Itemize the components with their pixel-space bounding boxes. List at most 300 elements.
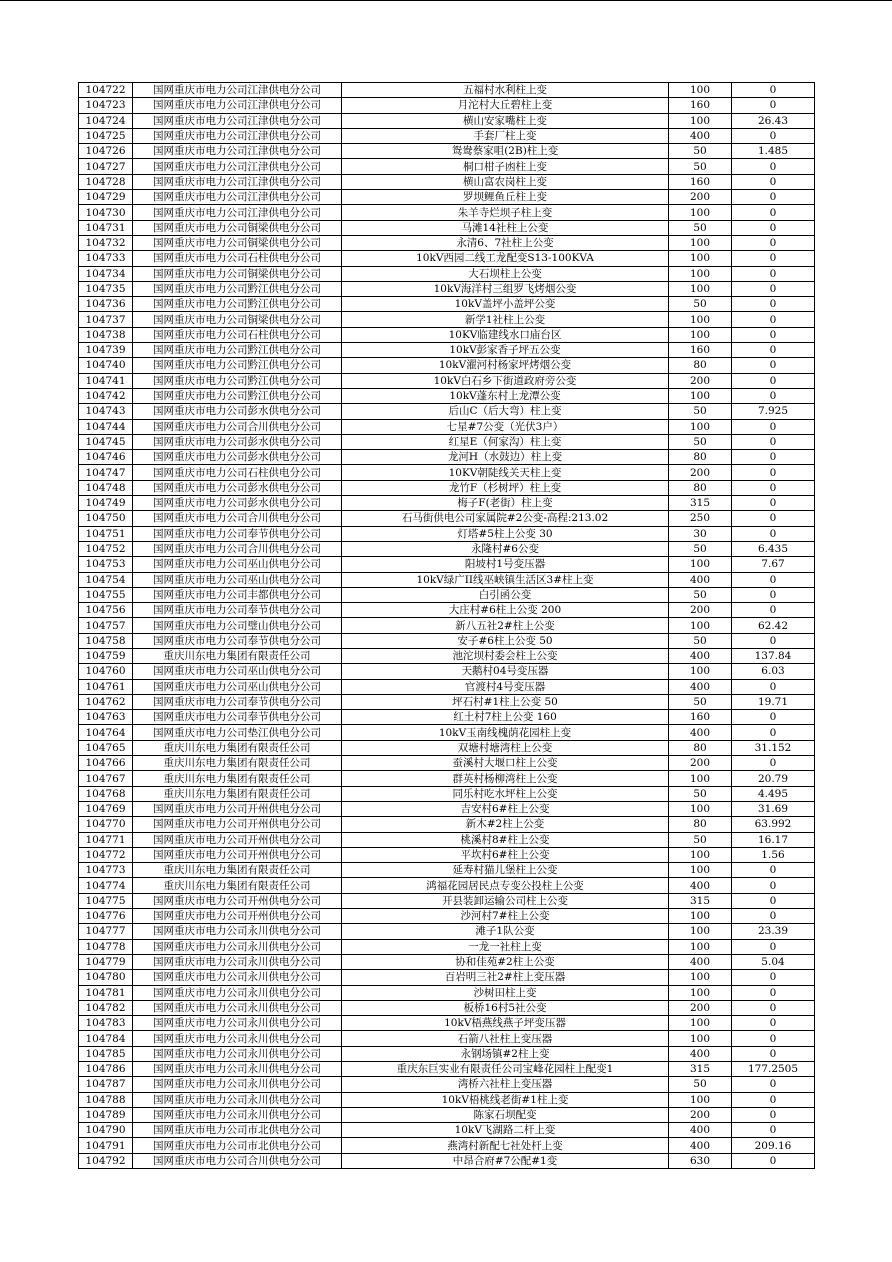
cell-value: 0 [732,1107,815,1122]
cell-value: 0 [732,388,815,403]
cell-value: 5.04 [732,954,815,969]
cell-capacity: 100 [669,924,732,939]
table-row [79,710,815,725]
cell-value: 0 [732,434,815,449]
cell-transformer-name: 鸿福花园居民点专变公投柱上公变 [342,878,669,893]
cell-id: 104734 [79,266,133,281]
table-row [79,450,815,465]
cell-id: 104773 [79,863,133,878]
table-row [79,251,815,266]
table-row [79,1062,815,1077]
cell-value: 62.42 [732,618,815,633]
cell-capacity: 50 [669,297,732,312]
cell-company: 国网重庆市电力公司璧山供电分公司 [133,618,342,633]
cell-capacity: 100 [669,1092,732,1107]
cell-id: 104780 [79,970,133,985]
table-row [79,1000,815,1015]
cell-company: 重庆川东电力集团有限责任公司 [133,756,342,771]
cell-capacity: 200 [669,1000,732,1015]
table-row [79,1107,815,1122]
cell-capacity: 400 [669,1138,732,1153]
cell-transformer-name: 横山安家嘴柱上变 [342,113,669,128]
table-row [79,404,815,419]
cell-capacity: 630 [669,1153,732,1168]
cell-capacity: 100 [669,909,732,924]
table-row [79,174,815,189]
table-row [79,511,815,526]
cell-transformer-name: 龙竹F（杉树坪）柱上变 [342,480,669,495]
cell-company: 国网重庆市电力公司开州供电分公司 [133,832,342,847]
cell-id: 104741 [79,373,133,388]
cell-value: 0 [732,909,815,924]
cell-id: 104792 [79,1153,133,1168]
cell-company: 国网重庆市电力公司永川供电分公司 [133,924,342,939]
cell-id: 104747 [79,465,133,480]
cell-company: 国网重庆市电力公司黔江供电分公司 [133,358,342,373]
cell-id: 104787 [79,1077,133,1092]
cell-company: 国网重庆市电力公司开州供电分公司 [133,847,342,862]
cell-company: 国网重庆市电力公司开州供电分公司 [133,893,342,908]
cell-transformer-name: 10kV绿广II线巫峡镇生活区3#柱上变 [342,572,669,587]
cell-capacity: 100 [669,939,732,954]
cell-transformer-name: 协和佳苑#2柱上公变 [342,954,669,969]
cell-value: 0 [732,297,815,312]
cell-company: 国网重庆市电力公司铜梁供电分公司 [133,266,342,281]
cell-value: 0 [732,98,815,113]
cell-transformer-name: 马滩14社柱上公变 [342,220,669,235]
cell-transformer-name: 燕湾村新配七社处杆上变 [342,1138,669,1153]
cell-id: 104762 [79,694,133,709]
cell-transformer-name: 蚕溪村大堰口柱上公变 [342,756,669,771]
cell-transformer-name: 同乐村吃水坪柱上公变 [342,786,669,801]
cell-transformer-name: 10kV濯河村杨家坪烤烟公变 [342,358,669,373]
cell-value: 0 [732,526,815,541]
cell-capacity: 160 [669,343,732,358]
table-row [79,83,815,98]
cell-company: 重庆川东电力集团有限责任公司 [133,786,342,801]
table-row [79,541,815,556]
cell-id: 104731 [79,220,133,235]
table-row [79,694,815,709]
cell-company: 国网重庆市电力公司奉节供电分公司 [133,633,342,648]
cell-company: 国网重庆市电力公司巫山供电分公司 [133,557,342,572]
cell-capacity: 100 [669,847,732,862]
cell-capacity: 400 [669,725,732,740]
cell-transformer-name: 10kV蓬东村上龙潭公变 [342,388,669,403]
cell-transformer-name: 群英村杨柳湾柱上公变 [342,771,669,786]
table-row [79,465,815,480]
cell-transformer-name: 桐口柑子凼柱上变 [342,159,669,174]
cell-value: 0 [732,1046,815,1061]
cell-company: 国网重庆市电力公司黔江供电分公司 [133,343,342,358]
cell-value: 137.84 [732,648,815,663]
cell-transformer-name: 吉安村6#柱上公变 [342,801,669,816]
table-row [79,388,815,403]
cell-company: 国网重庆市电力公司黔江供电分公司 [133,281,342,296]
cell-company: 国网重庆市电力公司江津供电分公司 [133,113,342,128]
table-row [79,281,815,296]
cell-capacity: 50 [669,633,732,648]
cell-transformer-name: 10kV盖坪小盖坪公变 [342,297,669,312]
cell-id: 104730 [79,205,133,220]
cell-company: 国网重庆市电力公司永川供电分公司 [133,1077,342,1092]
cell-company: 重庆川东电力集团有限责任公司 [133,863,342,878]
cell-value: 0 [732,128,815,143]
cell-transformer-name: 新木#2柱上公变 [342,817,669,832]
cell-id: 104740 [79,358,133,373]
cell-capacity: 100 [669,312,732,327]
table-row [79,648,815,663]
cell-transformer-name: 阳坡村1号变压器 [342,557,669,572]
table-row [79,190,815,205]
table-row [79,756,815,771]
cell-company: 国网重庆市电力公司永川供电分公司 [133,1062,342,1077]
cell-value: 0 [732,496,815,511]
cell-capacity: 315 [669,893,732,908]
table-row [79,893,815,908]
table-row [79,572,815,587]
cell-capacity: 50 [669,541,732,556]
cell-value: 0 [732,1092,815,1107]
cell-company: 国网重庆市电力公司永川供电分公司 [133,1092,342,1107]
cell-transformer-name: 朱羊寺烂坝子柱上变 [342,205,669,220]
cell-company: 重庆川东电力集团有限责任公司 [133,740,342,755]
cell-value: 0 [732,465,815,480]
cell-id: 104775 [79,893,133,908]
cell-capacity: 400 [669,128,732,143]
cell-capacity: 200 [669,756,732,771]
cell-value: 31.69 [732,801,815,816]
cell-transformer-name: 平坎村6#柱上公变 [342,847,669,862]
table-row [79,205,815,220]
cell-company: 国网重庆市电力公司铜梁供电分公司 [133,220,342,235]
cell-company: 国网重庆市电力公司彭水供电分公司 [133,450,342,465]
cell-transformer-name: 横山富农岗柱上变 [342,174,669,189]
cell-capacity: 100 [669,251,732,266]
cell-value: 0 [732,83,815,98]
cell-value: 0 [732,419,815,434]
cell-id: 104738 [79,327,133,342]
cell-capacity: 400 [669,648,732,663]
cell-value: 0 [732,251,815,266]
cell-id: 104761 [79,679,133,694]
cell-company: 国网重庆市电力公司江津供电分公司 [133,144,342,159]
cell-company: 国网重庆市电力公司巫山供电分公司 [133,572,342,587]
cell-transformer-name: 鸳鸯蔡家咀(2B)柱上变 [342,144,669,159]
cell-capacity: 250 [669,511,732,526]
cell-value: 0 [732,893,815,908]
cell-capacity: 400 [669,1123,732,1138]
cell-transformer-name: 延寿村猫儿堡柱上公变 [342,863,669,878]
cell-capacity: 400 [669,954,732,969]
cell-transformer-name: 板桥16村5社公变 [342,1000,669,1015]
cell-company: 国网重庆市电力公司江津供电分公司 [133,205,342,220]
cell-value: 0 [732,312,815,327]
cell-value: 19.71 [732,694,815,709]
cell-capacity: 100 [669,771,732,786]
cell-id: 104733 [79,251,133,266]
cell-transformer-name: 大石坝柱上公变 [342,266,669,281]
cell-company: 国网重庆市电力公司江津供电分公司 [133,174,342,189]
table-row [79,633,815,648]
cell-id: 104766 [79,756,133,771]
table-row [79,1153,815,1168]
cell-transformer-name: 红星E（何家沟）柱上变 [342,434,669,449]
table-row [79,740,815,755]
cell-id: 104752 [79,541,133,556]
table-row [79,801,815,816]
cell-transformer-name: 龙河H（水鼓边）柱上变 [342,450,669,465]
cell-company: 国网重庆市电力公司奉节供电分公司 [133,694,342,709]
cell-capacity: 400 [669,572,732,587]
cell-id: 104754 [79,572,133,587]
cell-company: 国网重庆市电力公司奉节供电分公司 [133,526,342,541]
cell-company: 国网重庆市电力公司江津供电分公司 [133,98,342,113]
cell-capacity: 200 [669,465,732,480]
table-row [79,725,815,740]
cell-value: 6.03 [732,664,815,679]
cell-value: 0 [732,710,815,725]
cell-capacity: 100 [669,281,732,296]
cell-value: 0 [732,1077,815,1092]
cell-value: 0 [732,863,815,878]
table-row [79,939,815,954]
cell-id: 104739 [79,343,133,358]
cell-value: 0 [732,725,815,740]
cell-capacity: 400 [669,878,732,893]
cell-company: 国网重庆市电力公司黔江供电分公司 [133,297,342,312]
cell-transformer-name: 滩子1队公变 [342,924,669,939]
cell-company: 国网重庆市电力公司垫江供电分公司 [133,725,342,740]
cell-transformer-name: 天鹅村04号变压器 [342,664,669,679]
cell-capacity: 100 [669,985,732,1000]
cell-id: 104781 [79,985,133,1000]
cell-company: 国网重庆市电力公司江津供电分公司 [133,128,342,143]
cell-capacity: 50 [669,1077,732,1092]
cell-company: 国网重庆市电力公司开州供电分公司 [133,817,342,832]
cell-value: 0 [732,679,815,694]
table-row [79,1016,815,1031]
table-row [79,618,815,633]
cell-id: 104779 [79,954,133,969]
top-border-line [0,0,892,1]
cell-transformer-name: 10kV白石乡下街道政府旁公变 [342,373,669,388]
cell-company: 国网重庆市电力公司永川供电分公司 [133,1031,342,1046]
cell-transformer-name: 10kV海洋村三组罗飞烤烟公变 [342,281,669,296]
cell-capacity: 160 [669,710,732,725]
cell-company: 国网重庆市电力公司永川供电分公司 [133,1016,342,1031]
cell-value: 0 [732,450,815,465]
table-row [79,480,815,495]
cell-transformer-name: 官渡村4号变压器 [342,679,669,694]
cell-value: 0 [732,633,815,648]
cell-company: 国网重庆市电力公司丰都供电分公司 [133,587,342,602]
cell-id: 104777 [79,924,133,939]
cell-capacity: 100 [669,557,732,572]
cell-value: 209.16 [732,1138,815,1153]
cell-company: 国网重庆市电力公司开州供电分公司 [133,909,342,924]
cell-id: 104790 [79,1123,133,1138]
cell-value: 31.152 [732,740,815,755]
cell-value: 0 [732,174,815,189]
cell-value: 63.992 [732,817,815,832]
cell-company: 国网重庆市电力公司合川供电分公司 [133,419,342,434]
cell-id: 104791 [79,1138,133,1153]
cell-transformer-name: 池沱坝村委会柱上公变 [342,648,669,663]
cell-transformer-name: 白引函公变 [342,587,669,602]
cell-transformer-name: 坪石村#1柱上公变 50 [342,694,669,709]
cell-value: 0 [732,1031,815,1046]
table-row [79,985,815,1000]
cell-company: 国网重庆市电力公司合川供电分公司 [133,541,342,556]
table-row [79,434,815,449]
table-row [79,587,815,602]
cell-capacity: 200 [669,373,732,388]
cell-company: 国网重庆市电力公司黔江供电分公司 [133,373,342,388]
cell-capacity: 50 [669,220,732,235]
cell-id: 104774 [79,878,133,893]
cell-company: 国网重庆市电力公司永川供电分公司 [133,1046,342,1061]
cell-company: 国网重庆市电力公司合川供电分公司 [133,511,342,526]
cell-id: 104751 [79,526,133,541]
cell-company: 国网重庆市电力公司奉节供电分公司 [133,603,342,618]
cell-id: 104753 [79,557,133,572]
table-row [79,312,815,327]
cell-capacity: 100 [669,205,732,220]
cell-company: 国网重庆市电力公司石柱供电分公司 [133,465,342,480]
cell-transformer-name: 七星#7公变（光伏3户） [342,419,669,434]
cell-id: 104760 [79,664,133,679]
cell-id: 104724 [79,113,133,128]
cell-company: 国网重庆市电力公司永川供电分公司 [133,1000,342,1015]
table-row [79,1031,815,1046]
cell-id: 104746 [79,450,133,465]
cell-transformer-name: 10kV彭家香子坪五公变 [342,343,669,358]
cell-company: 国网重庆市电力公司铜梁供电分公司 [133,312,342,327]
cell-value: 23.39 [732,924,815,939]
table-row [79,832,815,847]
cell-value: 0 [732,159,815,174]
cell-id: 104726 [79,144,133,159]
cell-id: 104763 [79,710,133,725]
cell-value: 0 [732,939,815,954]
cell-capacity: 50 [669,404,732,419]
cell-id: 104737 [79,312,133,327]
table-row [79,144,815,159]
cell-value: 0 [732,281,815,296]
cell-value: 7.925 [732,404,815,419]
cell-capacity: 50 [669,786,732,801]
cell-transformer-name: 灯塔#5柱上公变 30 [342,526,669,541]
cell-transformer-name: 沙树田柱上变 [342,985,669,1000]
cell-transformer-name: 手套厂柱上变 [342,128,669,143]
cell-capacity: 200 [669,190,732,205]
cell-value: 0 [732,1000,815,1015]
cell-id: 104767 [79,771,133,786]
cell-transformer-name: 新八五社2#柱上公变 [342,618,669,633]
table-body [79,83,815,1169]
cell-transformer-name: 永清6、7社柱上公变 [342,235,669,250]
cell-value: 177.2505 [732,1062,815,1077]
cell-id: 104735 [79,281,133,296]
table-row [79,128,815,143]
table-row [79,1123,815,1138]
cell-transformer-name: 大庄村#6柱上公变 200 [342,603,669,618]
cell-company: 国网重庆市电力公司巫山供电分公司 [133,664,342,679]
table-row [79,557,815,572]
cell-transformer-name: 10kV梧燕线燕子坪变压器 [342,1016,669,1031]
cell-transformer-name: 重庆东巨实业有限责任公司宝峰花园柱上配变1 [342,1062,669,1077]
table-row [79,863,815,878]
cell-capacity: 80 [669,817,732,832]
cell-company: 国网重庆市电力公司永川供电分公司 [133,954,342,969]
table-row [79,419,815,434]
cell-company: 国网重庆市电力公司江津供电分公司 [133,190,342,205]
cell-company: 国网重庆市电力公司石柱供电分公司 [133,327,342,342]
cell-transformer-name: 红土村7柱上公变 160 [342,710,669,725]
cell-transformer-name: 一龙一社柱上变 [342,939,669,954]
cell-value: 0 [732,205,815,220]
table-row [79,924,815,939]
table-row [79,98,815,113]
cell-capacity: 400 [669,1046,732,1061]
cell-transformer-name: 永隆村#6公变 [342,541,669,556]
cell-company: 国网重庆市电力公司彭水供电分公司 [133,434,342,449]
cell-capacity: 80 [669,358,732,373]
cell-transformer-name: 双塘村塘湾柱上公变 [342,740,669,755]
cell-id: 104745 [79,434,133,449]
cell-capacity: 160 [669,98,732,113]
cell-capacity: 200 [669,603,732,618]
cell-capacity: 80 [669,450,732,465]
cell-id: 104722 [79,83,133,98]
cell-capacity: 100 [669,83,732,98]
cell-transformer-name: 月沱村大丘碧柱上变 [342,98,669,113]
cell-id: 104784 [79,1031,133,1046]
cell-transformer-name: 陈家石坝配变 [342,1107,669,1122]
table-row [79,771,815,786]
cell-company: 重庆川东电力集团有限责任公司 [133,648,342,663]
cell-value: 0 [732,480,815,495]
cell-company: 国网重庆市电力公司永川供电分公司 [133,939,342,954]
cell-capacity: 50 [669,159,732,174]
cell-transformer-name: 10kV梧桃线老街#1柱上变 [342,1092,669,1107]
cell-capacity: 100 [669,235,732,250]
cell-id: 104744 [79,419,133,434]
cell-company: 国网重庆市电力公司江津供电分公司 [133,159,342,174]
cell-id: 104758 [79,633,133,648]
cell-company: 国网重庆市电力公司江津供电分公司 [133,83,342,98]
cell-company: 国网重庆市电力公司市北供电分公司 [133,1138,342,1153]
cell-transformer-name: 石马街供电公司家属院#2公变-高程:213.02 [342,511,669,526]
cell-value: 6.435 [732,541,815,556]
cell-company: 国网重庆市电力公司奉节供电分公司 [133,710,342,725]
table-row [79,1077,815,1092]
cell-capacity: 80 [669,740,732,755]
cell-transformer-name: 永钢场镇#2柱上变 [342,1046,669,1061]
table-row [79,235,815,250]
cell-id: 104725 [79,128,133,143]
table-row [79,526,815,541]
table-row [79,679,815,694]
table-row [79,817,815,832]
cell-value: 1.56 [732,847,815,862]
transformer-data-table [78,82,815,1169]
cell-id: 104789 [79,1107,133,1122]
cell-id: 104759 [79,648,133,663]
cell-id: 104756 [79,603,133,618]
cell-transformer-name: 10kV西园二线工龙配变S13-100KVA [342,251,669,266]
